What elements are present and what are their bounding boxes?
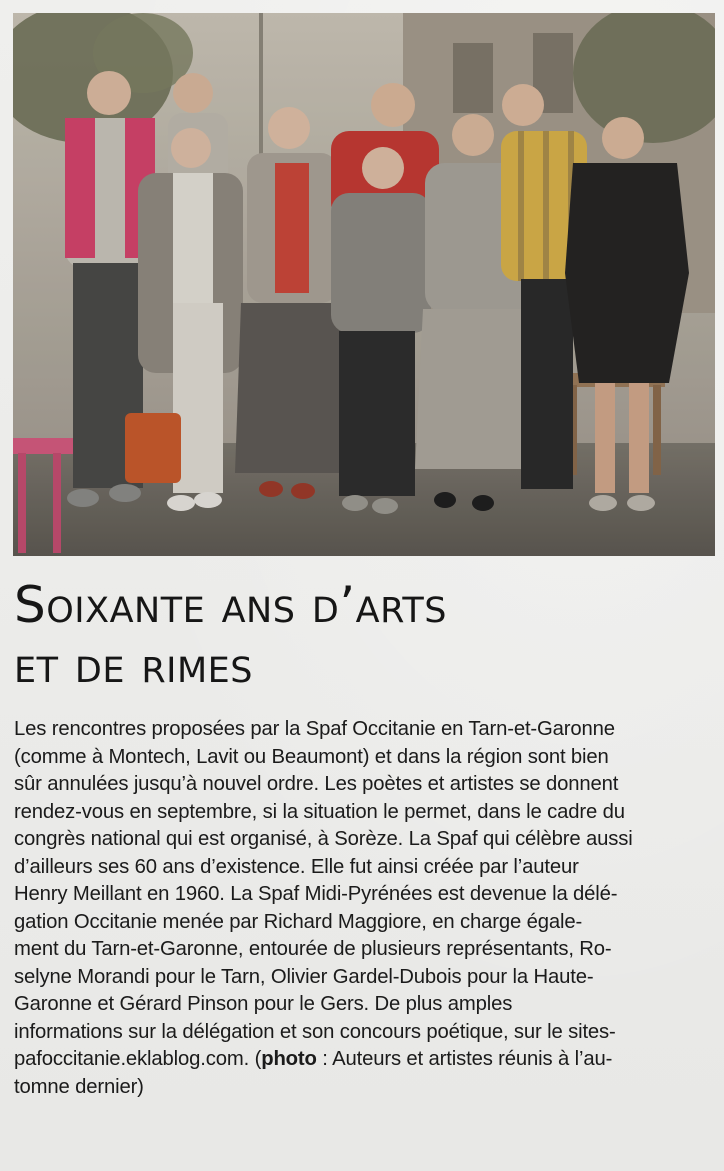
body-line: congrès national qui est organisé, à Sorèze. La Spaf qui célèbre aussi xyxy=(14,828,633,850)
headline-line-1: Soixante ans d’arts xyxy=(14,576,447,634)
body-line: (comme à Montech, Lavit ou Beaumont) et dans la région sont bien xyxy=(14,745,609,768)
article-body xyxy=(14,716,710,1101)
body-line: Henry Meillant en 1960. La Spaf Midi-Pyrénées est devenue la délé- xyxy=(14,883,618,905)
headline-line-2: et de rimes xyxy=(14,636,254,694)
body-line: rendez-vous en septembre, si la situation le permet, dans le cadre du xyxy=(14,800,625,823)
body-line: sûr annulées jusqu’à nouvel ordre. Les poètes et artistes se donnent xyxy=(14,773,619,795)
body-line: ment du Tarn-et-Garonne, entourée de plusieurs représentants, Ro- xyxy=(14,938,612,960)
article-headline xyxy=(14,572,704,698)
website-text: pafoccitanie.eklablog.com. ( xyxy=(14,1048,262,1070)
caption-text: : Auteurs et artistes réunis à l’au- xyxy=(316,1048,613,1070)
body-line: selyne Morandi pour le Tarn, Olivier Gardel-Dubois pour la Haute- xyxy=(14,965,594,988)
body-line: informations sur la délégation et son concours poétique, sur le sites- xyxy=(14,1020,616,1043)
body-line: d’ailleurs ses 60 ans d’existence. Elle fut ainsi créée par l’auteur xyxy=(14,855,579,878)
group-photo-illustration xyxy=(13,13,715,556)
body-line: Les rencontres proposées par la Spaf Occitanie en Tarn-et-Garonne xyxy=(14,718,615,740)
body-line: Garonne et Gérard Pinson pour le Gers. De plus amples xyxy=(14,993,513,1015)
photo-label: photo xyxy=(261,1048,317,1070)
body-line-photo-credit xyxy=(14,1046,710,1074)
body-line: gation Occitanie menée par Richard Maggiore, en charge égale- xyxy=(14,910,583,933)
body-line: tomne dernier) xyxy=(14,1075,144,1098)
article-photo xyxy=(13,13,715,556)
